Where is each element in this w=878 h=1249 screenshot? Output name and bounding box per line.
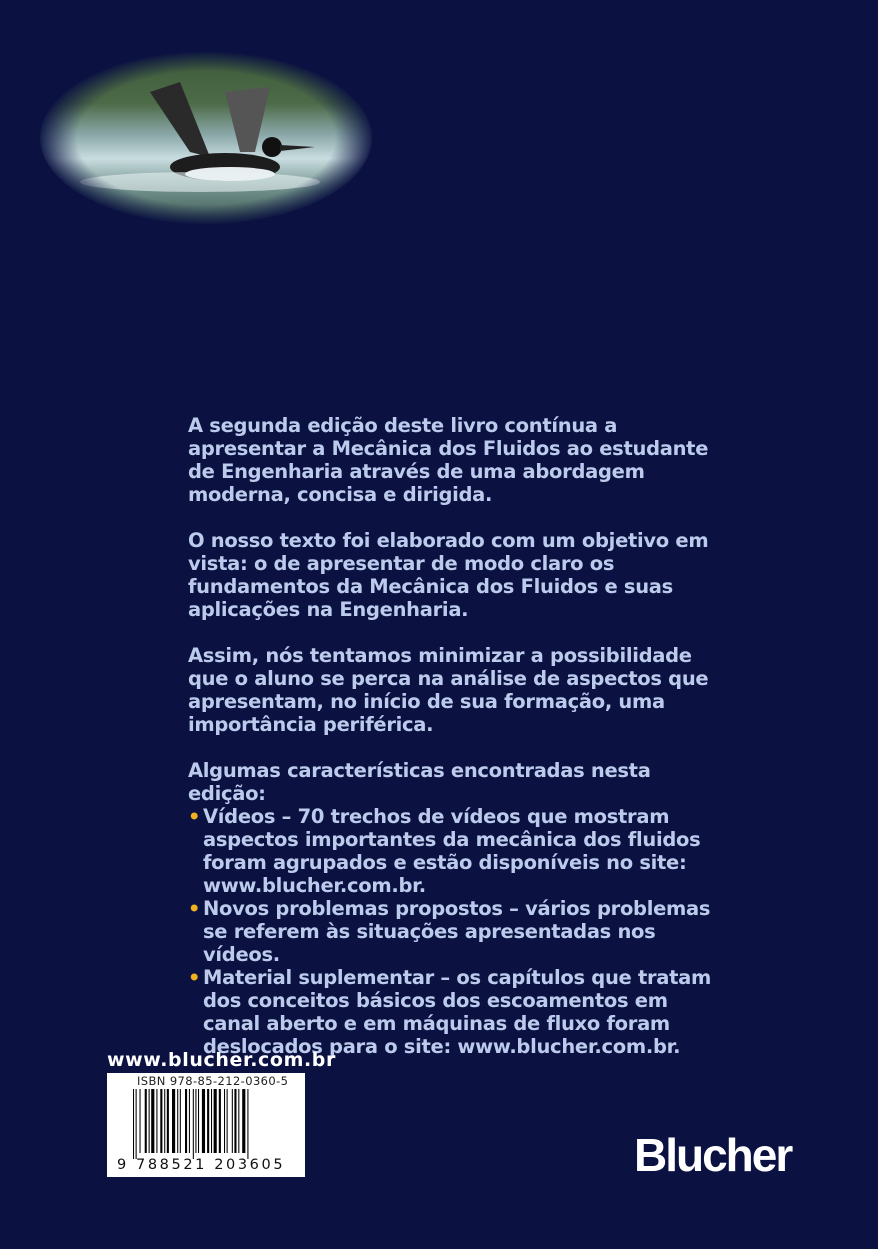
feature-text: Novos problemas propostos – vários problemas se referem às situações apresentadas nos vídeos. <box>203 897 711 966</box>
barcode-bar <box>151 1089 154 1153</box>
barcode-bar <box>219 1089 221 1153</box>
feature-text: Material suplementar – os capítulos que tratam dos conceitos básicos dos escoamentos em canal aberto e em máquinas de fluxo foram deslocados para o site: www.blucher.com.br. <box>203 966 712 1058</box>
barcode-bar <box>195 1089 196 1153</box>
barcode-bar <box>224 1089 225 1153</box>
barcode-bar <box>185 1089 187 1153</box>
paragraph-2: O nosso texto foi elaborado com um objetivo em vista: o de apresentar de modo claro os fundamentos da Mecânica dos Fluidos e suas aplicações na Engenharia. <box>188 529 709 621</box>
barcode-bar <box>156 1089 157 1153</box>
blucher-logo: Blucher <box>634 1129 792 1181</box>
barcode-bar <box>167 1089 169 1153</box>
barcode-bar <box>193 1089 194 1159</box>
barcode-bar <box>177 1089 178 1153</box>
barcode-bar <box>227 1089 228 1153</box>
isbn-label: ISBN 978-85-212-0360-5 <box>137 1074 289 1088</box>
barcode-bar <box>172 1089 175 1153</box>
paragraph-1: A segunda edição deste livro contínua a apresentar a Mecânica dos Fluidos ao estudante de Engenharia através de uma abordagem moderna, concisa e dirigida. <box>188 414 709 506</box>
barcode-bar <box>207 1089 209 1153</box>
barcode-bar <box>136 1089 137 1159</box>
barcode-bars <box>133 1089 288 1159</box>
feature-item <box>188 966 728 1058</box>
features-intro: Algumas características encontradas nesta edição: <box>188 759 651 805</box>
feature-item <box>188 805 728 897</box>
barcode-bar <box>202 1089 205 1153</box>
bullet-icon: • <box>188 966 201 989</box>
barcode-bar <box>189 1089 190 1153</box>
paragraph-3: Assim, nós tentamos minimizar a possibilidade que o aluno se perca na análise de aspectos que apresentam, no início de sua formação, uma importância periférica. <box>188 644 709 736</box>
cover-description <box>188 414 728 1058</box>
barcode-bar <box>149 1089 150 1153</box>
publisher-website: www.blucher.com.br <box>107 1049 336 1071</box>
barcode-bar <box>214 1089 217 1153</box>
barcode-bar <box>160 1089 162 1153</box>
barcode-bar <box>238 1089 239 1153</box>
barcode-bar <box>145 1089 147 1153</box>
barcode-bar <box>198 1089 199 1153</box>
feature-item <box>188 897 728 966</box>
loon-photo <box>40 52 372 224</box>
barcode-bar <box>180 1089 181 1153</box>
bullet-icon: • <box>188 805 201 828</box>
feature-text: Vídeos – 70 trechos de vídeos que mostram aspectos importantes da mecânica dos fluidos foram agrupados e estão disponíveis no site: www.blucher.com.br. <box>203 805 701 897</box>
barcode-bar <box>242 1089 245 1153</box>
isbn-barcode <box>107 1073 305 1177</box>
barcode-bar <box>234 1089 236 1153</box>
barcode-bar <box>247 1089 248 1159</box>
barcode-bar <box>232 1089 233 1153</box>
bullet-icon: • <box>188 897 201 920</box>
barcode-bar <box>164 1089 165 1153</box>
barcode-bar <box>140 1089 141 1153</box>
barcode-bar <box>211 1089 212 1153</box>
barcode-bar <box>133 1089 134 1159</box>
barcode-digits: 9 788521 203605 <box>117 1157 286 1173</box>
